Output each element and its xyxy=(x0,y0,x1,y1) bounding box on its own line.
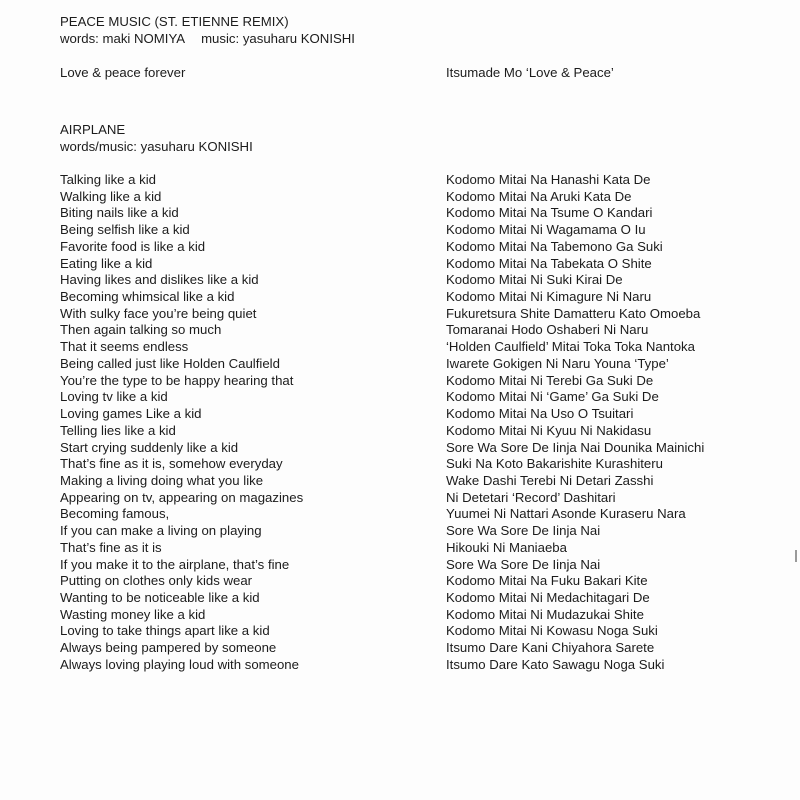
lyric-line xyxy=(60,523,760,540)
lyric-line xyxy=(60,65,740,82)
page-edge-mark xyxy=(795,550,797,562)
lyric-english: Becoming famous, xyxy=(60,506,170,522)
lyric-english: You’re the type to be happy hearing that xyxy=(60,372,294,388)
lyric-english: Then again talking so much xyxy=(60,322,222,338)
song-credits xyxy=(60,31,740,48)
lyric-line xyxy=(60,490,760,507)
lyric-line xyxy=(60,306,760,323)
lyric-line xyxy=(60,189,760,206)
lyric-romaji: Kodomo Mitai Ni ‘Game’ Ga Suki De xyxy=(446,389,659,405)
lyric-english: Always loving playing loud with someone xyxy=(60,656,299,672)
words-credit: words: maki NOMIYA xyxy=(60,30,186,46)
lyric-english: Having likes and dislikes like a kid xyxy=(60,272,259,288)
lyric-line xyxy=(60,406,760,423)
lyric-line xyxy=(60,272,760,289)
lyric-english: If you can make a living on playing xyxy=(60,523,262,539)
lyric-romaji: Kodomo Mitai Na Uso O Tsuitari xyxy=(446,406,634,422)
lyric-line xyxy=(60,607,760,624)
lyric-line xyxy=(60,205,760,222)
lyric-english: Love & peace forever xyxy=(60,65,186,81)
lyric-romaji: Itsumo Dare Kato Sawagu Noga Suki xyxy=(446,656,665,672)
lyric-english: Loving tv like a kid xyxy=(60,389,168,405)
lyric-line xyxy=(60,657,760,674)
lyric-romaji: Tomaranai Hodo Oshaberi Ni Naru xyxy=(446,322,649,338)
song-title: AIRPLANE xyxy=(60,122,126,137)
lyric-line xyxy=(60,456,760,473)
lyric-english: Eating like a kid xyxy=(60,255,153,271)
lyric-english: If you make it to the airplane, that’s fine xyxy=(60,556,290,572)
lyric-english: Loving games Like a kid xyxy=(60,406,202,422)
lyric-english: That it seems endless xyxy=(60,339,189,355)
lyric-romaji: Kodomo Mitai Ni Mudazukai Shite xyxy=(446,606,644,622)
lyric-line xyxy=(60,256,760,273)
lyric-english: Telling lies like a kid xyxy=(60,422,176,438)
lyric-english: Being selfish like a kid xyxy=(60,222,190,238)
lyric-romaji: Fukuretsura Shite Damatteru Kato Omoeba xyxy=(446,305,701,321)
lyric-romaji: Kodomo Mitai Ni Kyuu Ni Nakidasu xyxy=(446,422,652,438)
lyric-english: Wanting to be noticeable like a kid xyxy=(60,589,260,605)
lyric-line xyxy=(60,640,760,657)
lyric-romaji: Sore Wa Sore De Iinja Nai xyxy=(446,556,601,572)
lyric-romaji: Kodomo Mitai Na Tabekata O Shite xyxy=(446,255,652,271)
lyric-romaji: Kodomo Mitai Ni Medachitagari De xyxy=(446,589,650,605)
lyrics-columns xyxy=(60,172,760,674)
song-credits: words/music: yasuharu KONISHI xyxy=(60,138,253,154)
lyric-romaji: Hikouki Ni Maniaeba xyxy=(446,539,567,555)
lyric-line xyxy=(60,356,760,373)
lyric-english: Favorite food is like a kid xyxy=(60,238,206,254)
lyric-romaji: Kodomo Mitai Na Fuku Bakari Kite xyxy=(446,573,648,589)
lyric-line xyxy=(60,557,760,574)
lyric-romaji: Ni Detetari ‘Record’ Dashitari xyxy=(446,489,616,505)
lyric-english: Biting nails like a kid xyxy=(60,205,179,221)
song-peace-music xyxy=(60,14,740,82)
lyric-english: Talking like a kid xyxy=(60,172,157,187)
song-title: PEACE MUSIC (ST. ETIENNE REMIX) xyxy=(60,14,289,29)
lyric-english: Appearing on tv, appearing on magazines xyxy=(60,489,304,505)
lyric-romaji: ‘Holden Caulfield’ Mitai Toka Toka Nantoka xyxy=(446,339,695,355)
lyric-line xyxy=(60,590,760,607)
lyric-english: Putting on clothes only kids wear xyxy=(60,573,253,589)
lyric-romaji: Itsumo Dare Kani Chiyahora Sarete xyxy=(446,640,655,656)
lyric-romaji: Kodomo Mitai Ni Kowasu Noga Suki xyxy=(446,623,658,639)
lyric-english: Loving to take things apart like a kid xyxy=(60,623,270,639)
lyric-english: Making a living doing what you like xyxy=(60,472,264,488)
lyric-line xyxy=(60,506,760,523)
lyric-english: Being called just like Holden Caulfield xyxy=(60,355,280,371)
lyric-romaji: Kodomo Mitai Ni Terebi Ga Suki De xyxy=(446,372,654,388)
lyric-romaji: Sore Wa Sore De Iinja Nai Dounika Mainichi xyxy=(446,439,705,455)
lyric-romaji: Kodomo Mitai Ni Wagamama O Iu xyxy=(446,222,646,238)
lyric-line xyxy=(60,222,760,239)
lyric-line xyxy=(60,373,760,390)
lyric-line xyxy=(60,172,760,189)
lyric-english: That’s fine as it is, somehow everyday xyxy=(60,456,283,472)
lyric-romaji: Wake Dashi Terebi Ni Detari Zasshi xyxy=(446,472,654,488)
lyric-line xyxy=(60,540,760,557)
music-credit: music: yasuharu KONISHI xyxy=(201,30,355,46)
lyric-romaji: Suki Na Koto Bakarishite Kurashiteru xyxy=(446,456,663,472)
lyric-romaji: Iwarete Gokigen Ni Naru Youna ‘Type’ xyxy=(446,355,669,371)
song-airplane xyxy=(60,122,740,155)
lyric-romaji: Itsumade Mo ‘Love & Peace’ xyxy=(446,65,614,81)
lyric-english: Becoming whimsical like a kid xyxy=(60,289,235,305)
lyric-line xyxy=(60,322,760,339)
lyric-line xyxy=(60,473,760,490)
lyric-english: With sulky face you’re being quiet xyxy=(60,305,257,321)
lyric-line xyxy=(60,289,760,306)
lyric-romaji: Kodomo Mitai Ni Kimagure Ni Naru xyxy=(446,289,652,305)
lyric-romaji: Kodomo Mitai Ni Suki Kirai De xyxy=(446,272,623,288)
lyric-romaji: Kodomo Mitai Na Tsume O Kandari xyxy=(446,205,653,221)
lyric-line xyxy=(60,623,760,640)
lyric-english: That’s fine as it is xyxy=(60,539,162,555)
lyric-english: Walking like a kid xyxy=(60,188,162,204)
lyric-romaji: Kodomo Mitai Na Hanashi Kata De xyxy=(446,172,651,187)
lyric-romaji: Kodomo Mitai Na Tabemono Ga Suki xyxy=(446,238,663,254)
lyric-line xyxy=(60,423,760,440)
lyric-line xyxy=(60,239,760,256)
lyric-romaji: Sore Wa Sore De Iinja Nai xyxy=(446,523,601,539)
lyric-line xyxy=(60,389,760,406)
lyric-romaji: Yuumei Ni Nattari Asonde Kuraseru Nara xyxy=(446,506,686,522)
lyric-romaji: Kodomo Mitai Na Aruki Kata De xyxy=(446,188,632,204)
lyric-english: Wasting money like a kid xyxy=(60,606,206,622)
lyric-line xyxy=(60,573,760,590)
lyric-english: Always being pampered by someone xyxy=(60,640,277,656)
lyric-english: Start crying suddenly like a kid xyxy=(60,439,239,455)
lyric-line xyxy=(60,339,760,356)
lyric-line xyxy=(60,440,760,457)
